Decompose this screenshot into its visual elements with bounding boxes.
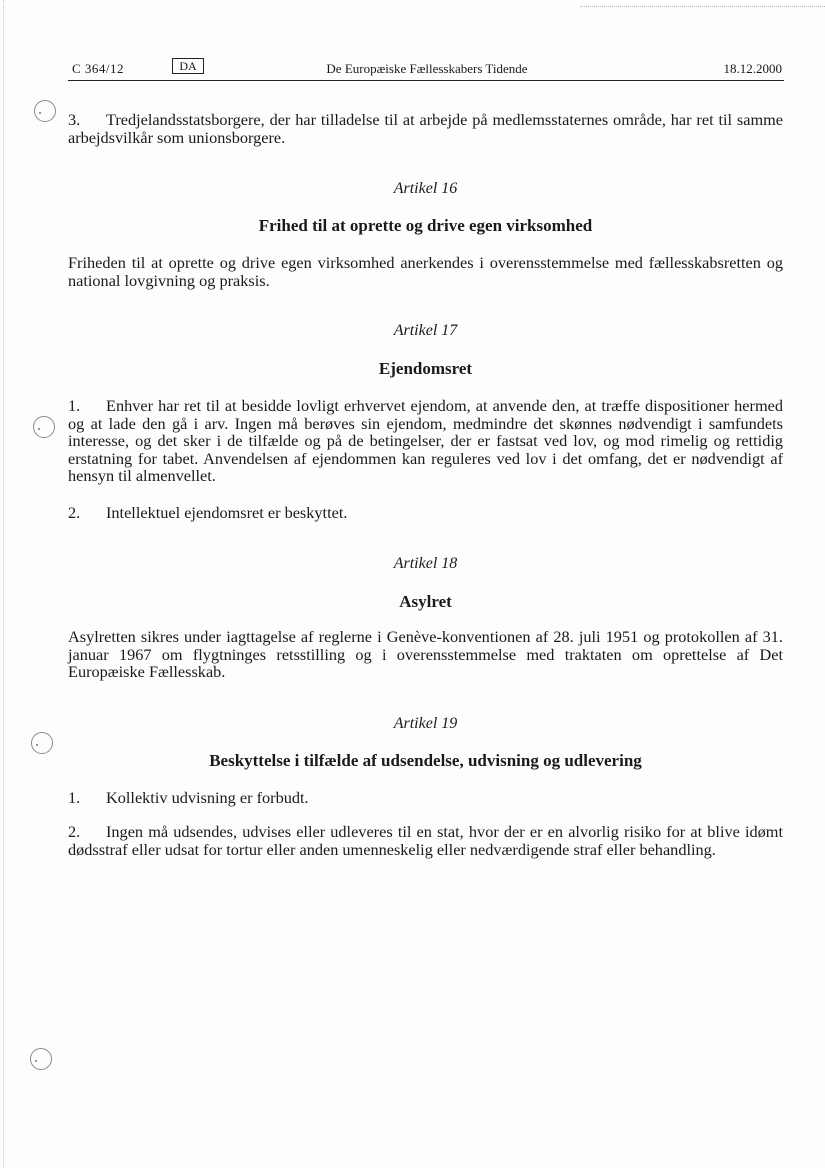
article-title: Beskyttelse i tilfælde af udsendelse, udvisning og udlevering bbox=[209, 751, 642, 770]
paragraph-text: Tredjelandsstatsborgere, der har tilladelse til at arbejde på medlemsstaternes område, har ret til samme arbejdsvilkår som unionsborgere. bbox=[68, 110, 783, 147]
paragraph-text: Ingen må udsendes, udvises eller udleveres til en stat, hvor der er en alvorlig risiko for at blive idømt dødsstraf eller udsat for tortur eller anden umenneskelig eller nedværdigende straf eller behandling. bbox=[68, 822, 783, 859]
journal-title: De Europæiske Fællesskabers Tidende bbox=[326, 61, 528, 76]
punch-hole-mark bbox=[30, 1048, 52, 1070]
header-divider bbox=[68, 80, 784, 81]
punch-hole-mark bbox=[34, 100, 56, 122]
article-number: Artikel 18 bbox=[393, 555, 458, 572]
article-title: Ejendomsret bbox=[378, 359, 473, 378]
page-header bbox=[72, 58, 782, 80]
paragraph-text: Kollektiv udvisning er forbudt. bbox=[106, 788, 309, 807]
paragraph-number: 2. bbox=[68, 822, 81, 841]
paragraph-number: 2. bbox=[68, 503, 81, 522]
article-title: Frihed til at oprette og drive egen virksomhed bbox=[258, 216, 593, 235]
paragraph bbox=[68, 111, 783, 146]
paragraph bbox=[68, 789, 783, 807]
paragraph-text: Asylretten sikres under iagttagelse af reglerne i Genève-konventionen af 28. juli 1951 og protokollen af 31. januar 1967 om flygtninges retsstilling og i overensstemmelse med traktaten om oprettelse af Det Europæiske Fællesskab. bbox=[68, 627, 783, 681]
article-number: Artikel 16 bbox=[393, 180, 458, 197]
article-title: Asylret bbox=[399, 592, 452, 611]
paragraph-text: Enhver har ret til at besidde lovligt erhvervet ejendom, at anvende den, at træffe dispositioner hermed og at lade den gå i arv. Ingen må berøves sin ejendom, medmindre det skønnes nødvendigt i samfundets interesse, og det sker i de tilfælde og på de betingelser, der er fastsat ved lov, og mod rimelig og rettidig erstatning for tabet. Anvendelsen af ejendommen kan reguleres ved lov i det omfang, det er nødvendigt af hensyn til almenvellet. bbox=[68, 396, 783, 485]
article-number: Artikel 19 bbox=[393, 715, 458, 732]
paragraph bbox=[68, 397, 783, 485]
paragraph-number: 1. bbox=[68, 396, 81, 415]
paragraph bbox=[68, 254, 783, 289]
paragraph-number: 1. bbox=[68, 788, 81, 807]
scan-artifact-line bbox=[580, 6, 825, 7]
punch-hole-mark bbox=[33, 416, 55, 438]
punch-hole-mark bbox=[31, 732, 53, 754]
publication-date: 18.12.2000 bbox=[723, 61, 782, 76]
language-badge: DA bbox=[172, 58, 204, 74]
paragraph bbox=[68, 628, 783, 681]
article-number: Artikel 17 bbox=[393, 322, 458, 339]
paragraph-text: Friheden til at oprette og drive egen virksomhed anerkendes i overensstemmelse med fællesskabsretten og national lovgivning og praksis. bbox=[68, 253, 783, 290]
paragraph-text: Intellektuel ejendomsret er beskyttet. bbox=[106, 503, 348, 522]
paragraph bbox=[68, 504, 783, 522]
paragraph-number: 3. bbox=[68, 110, 81, 129]
paragraph bbox=[68, 823, 783, 858]
scan-artifact-edge bbox=[3, 0, 4, 1168]
issue-reference: C 364/12 bbox=[72, 61, 125, 76]
